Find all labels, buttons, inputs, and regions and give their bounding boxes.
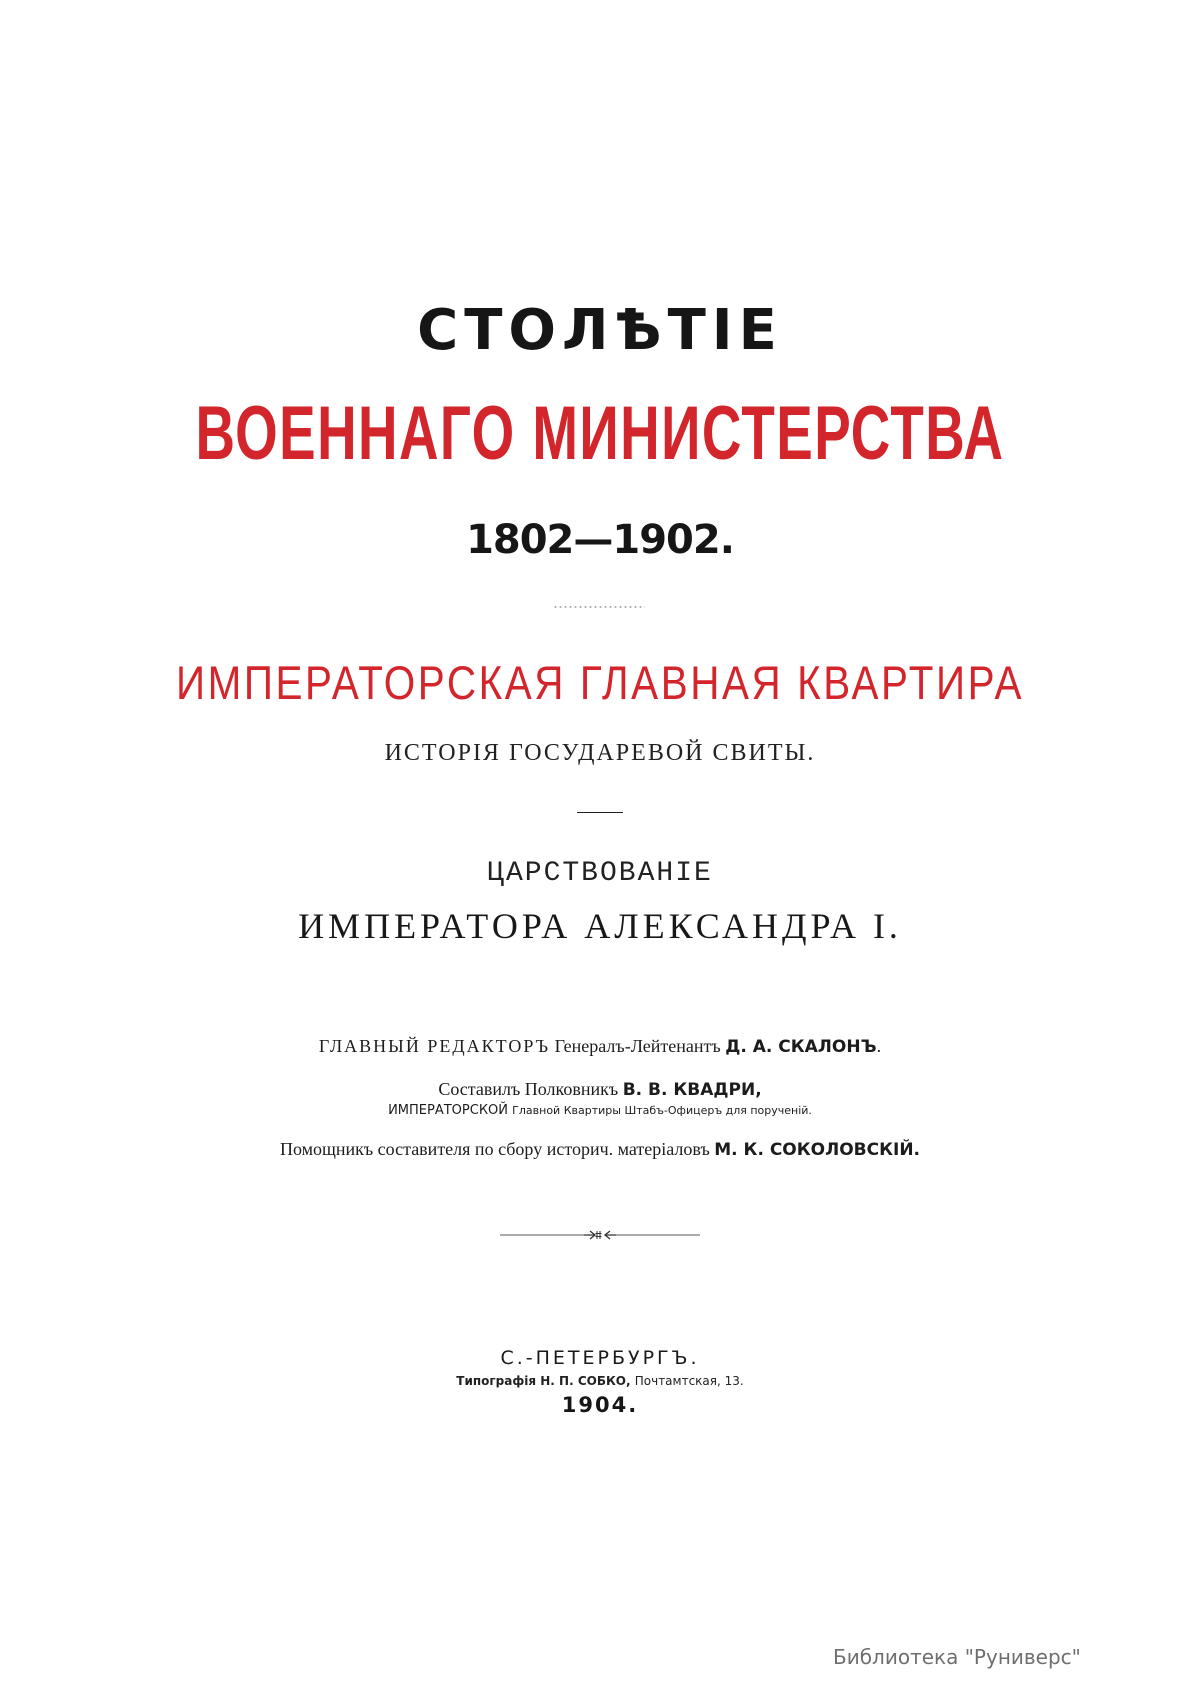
title-years: 1802—1902.	[466, 517, 734, 563]
ornament-divider	[500, 1228, 700, 1242]
title-ministry: ВОЕННАГО МИНИСТЕРСТВА	[195, 391, 1005, 476]
credit-assistant	[0, 1139, 1200, 1160]
imprint-year: 1904.	[561, 1393, 639, 1417]
imprint-city: С.-ПЕТЕРБУРГЪ.	[500, 1347, 700, 1369]
editor-role: ГЛАВНЫЙ РЕДАКТОРЪ	[318, 1036, 551, 1056]
assistant-role: Помощникъ составителя по сбору историч. матеріаловъ	[279, 1139, 710, 1159]
press-label: Типографія Н. П. СОБКО,	[456, 1374, 631, 1388]
compiler-name: В. В. КВАДРИ,	[622, 1080, 762, 1100]
assistant-name: М. К. СОКОЛОВСКІЙ.	[714, 1140, 921, 1160]
credit-compiler-post	[0, 1103, 1200, 1118]
short-rule-divider	[577, 812, 623, 813]
title-centenary: СТОЛѢТІЕ	[417, 298, 783, 363]
compiler-post-caps: ИМПЕРАТОРСКОЙ	[388, 1103, 509, 1118]
credit-editor	[0, 1036, 1200, 1057]
emperor-heading: ИМПЕРАТОРА АЛЕКСАНДРА I.	[298, 906, 902, 946]
dotted-divider	[553, 604, 645, 610]
editor-name: Д. А. СКАЛОНЪ	[725, 1037, 877, 1057]
editor-end: .	[876, 1036, 882, 1056]
subtitle-headquarters: ИМПЕРАТОРСКАЯ ГЛАВНАЯ КВАРТИРА	[176, 656, 1024, 709]
compiler-role: Составилъ Полковникъ	[438, 1079, 619, 1099]
editor-rank: Генералъ-Лейтенантъ	[554, 1036, 721, 1056]
library-watermark: Библиотека "Руниверс"	[833, 1645, 1081, 1669]
compiler-post: Главной Квартиры Штабъ-Офицеръ для порученій.	[512, 1104, 812, 1117]
reign-heading: ЦАРСТВОВАНІЕ	[487, 858, 713, 889]
press-address: Почтамтская, 13.	[634, 1374, 744, 1388]
credit-compiler	[0, 1079, 1200, 1100]
subtitle-history: ИСТОРІЯ ГОСУДАРЕВОЙ СВИТЫ.	[384, 740, 816, 766]
imprint-press	[0, 1374, 1200, 1388]
